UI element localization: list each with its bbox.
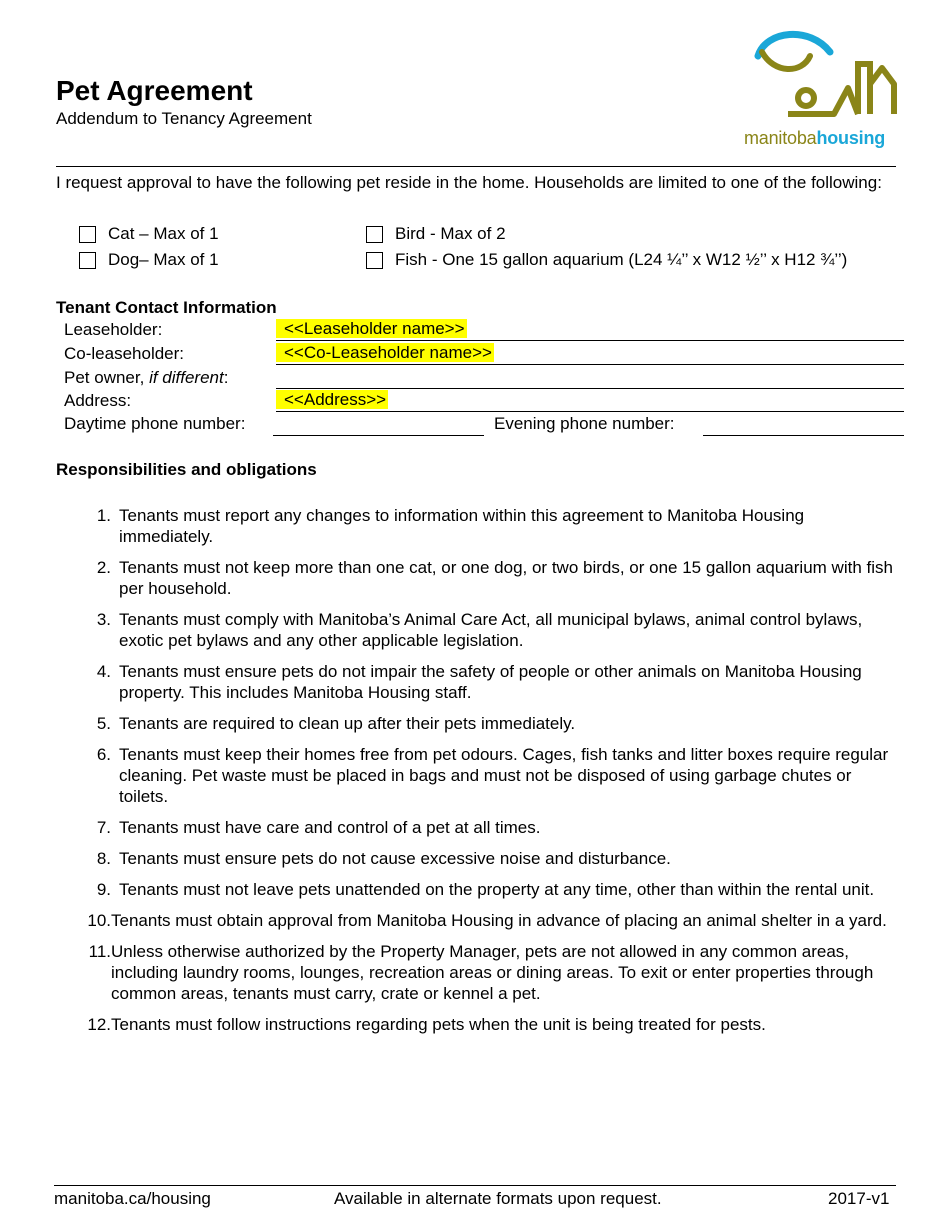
responsibilities-heading: Responsibilities and obligations — [56, 460, 317, 479]
contact-heading: Tenant Contact Information — [56, 298, 277, 317]
item-text: Tenants must ensure pets do not impair the safety of people or other animals on Manitoba Housing property. This includes Manitoba Housing staff. — [119, 662, 862, 702]
item-number: 6. — [96, 745, 111, 764]
item-number: 7. — [96, 818, 111, 837]
item-text: Unless otherwise authorized by the Property Manager, pets are not allowed in any common areas, including laundry rooms, lounges, recreation areas or dining areas. To exit or enter properties through common areas, tenants must carry, crate or kennel a pet. — [111, 942, 874, 1003]
list-item — [56, 848, 902, 869]
footer-divider — [54, 1185, 896, 1186]
item-number: 11. — [88, 942, 111, 961]
item-text: Tenants must comply with Manitoba’s Animal Care Act, all municipal bylaws, animal control bylaws, exotic pet bylaws and any other applicable legislation. — [119, 610, 863, 650]
coleaseholder-value: <<Co-Leaseholder name>> — [276, 343, 494, 362]
bird-checkbox[interactable] — [366, 226, 383, 243]
item-number: 12. — [87, 1015, 111, 1034]
pet-owner-label-text: Pet owner, — [64, 368, 150, 387]
footer-version: 2017-v1 — [828, 1189, 890, 1208]
pet-option-bird[interactable] — [366, 224, 506, 244]
header-divider — [56, 166, 896, 167]
pet-owner-label — [64, 368, 228, 388]
fish-checkbox[interactable] — [366, 252, 383, 269]
fish-label: Fish - One 15 gallon aquarium (L24 ¼’’ x W12 ½’’ x H12 ¾’’) — [395, 250, 848, 269]
address-value: <<Address>> — [276, 390, 388, 409]
pet-option-dog[interactable] — [79, 250, 219, 270]
pet-owner-label-italic: if different — [149, 368, 224, 387]
evening-phone-label: Evening phone number: — [494, 414, 675, 433]
evening-phone-field[interactable] — [703, 414, 904, 436]
pet-owner-field[interactable] — [276, 367, 904, 389]
dog-checkbox[interactable] — [79, 252, 96, 269]
pet-option-fish[interactable] — [366, 250, 847, 270]
housing-logo-icon — [752, 28, 898, 120]
list-item — [56, 505, 902, 547]
item-text: Tenants must obtain approval from Manitoba Housing in advance of placing an animal shelter in a yard. — [111, 911, 887, 930]
leaseholder-field[interactable] — [276, 319, 904, 341]
item-number: 10. — [87, 911, 111, 930]
item-text: Tenants must ensure pets do not cause excessive noise and disturbance. — [119, 849, 671, 868]
list-item — [56, 744, 902, 807]
item-text: Tenants must not leave pets unattended on the property at any time, other than within the rental unit. — [119, 880, 875, 899]
daytime-phone-label: Daytime phone number: — [64, 414, 246, 433]
list-item — [56, 817, 902, 838]
item-number: 8. — [96, 849, 111, 868]
list-item — [56, 879, 902, 900]
item-number: 1. — [96, 506, 111, 525]
pet-owner-label-colon: : — [223, 368, 229, 387]
item-text: Tenants must keep their homes free from pet odours. Cages, fish tanks and litter boxes require regular cleaning. Pet waste must be placed in bags and must not be disposed of using garbage chutes or toilets. — [119, 745, 889, 806]
item-number: 2. — [96, 558, 111, 577]
item-number: 3. — [96, 610, 111, 629]
logo-wordmark-manitoba: manitoba — [744, 128, 817, 148]
coleaseholder-field[interactable] — [276, 343, 904, 365]
cat-checkbox[interactable] — [79, 226, 96, 243]
logo-wordmark — [744, 127, 885, 149]
item-text: Tenants must report any changes to information within this agreement to Manitoba Housing immediately. — [119, 506, 805, 546]
logo-wordmark-housing: housing — [816, 128, 886, 148]
manitoba-housing-logo — [742, 28, 898, 152]
list-item — [56, 910, 902, 931]
coleaseholder-label: Co-leaseholder: — [64, 344, 185, 363]
responsibilities-list — [56, 505, 902, 1045]
pet-option-cat[interactable] — [79, 224, 219, 244]
footer-url: manitoba.ca/housing — [54, 1189, 211, 1208]
item-text: Tenants must not keep more than one cat, or one dog, or two birds, or one 15 gallon aquarium with fish per household. — [119, 558, 893, 598]
dog-label: Dog– Max of 1 — [108, 250, 219, 269]
intro-text: I request approval to have the following pet reside in the home. Households are limited to one of the following: — [56, 173, 882, 192]
item-text: Tenants must follow instructions regarding pets when the unit is being treated for pests. — [111, 1015, 766, 1034]
item-number: 9. — [96, 880, 111, 899]
bird-label: Bird - Max of 2 — [395, 224, 506, 243]
page-subtitle: Addendum to Tenancy Agreement — [56, 109, 312, 128]
list-item — [56, 609, 902, 651]
footer-formats: Available in alternate formats upon request. — [334, 1189, 662, 1208]
list-item — [56, 557, 902, 599]
list-item — [56, 941, 902, 1004]
item-number: 4. — [96, 662, 111, 681]
item-number: 5. — [96, 714, 111, 733]
daytime-phone-field[interactable] — [273, 414, 484, 436]
leaseholder-label: Leaseholder: — [64, 320, 163, 339]
list-item — [56, 713, 902, 734]
address-label: Address: — [64, 391, 132, 410]
cat-label: Cat – Max of 1 — [108, 224, 219, 243]
page-title: Pet Agreement — [56, 75, 253, 106]
list-item — [56, 661, 902, 703]
leaseholder-value: <<Leaseholder name>> — [276, 319, 467, 338]
item-text: Tenants must have care and control of a pet at all times. — [119, 818, 541, 837]
item-text: Tenants are required to clean up after their pets immediately. — [119, 714, 576, 733]
address-field[interactable] — [276, 390, 904, 412]
list-item — [56, 1014, 902, 1035]
